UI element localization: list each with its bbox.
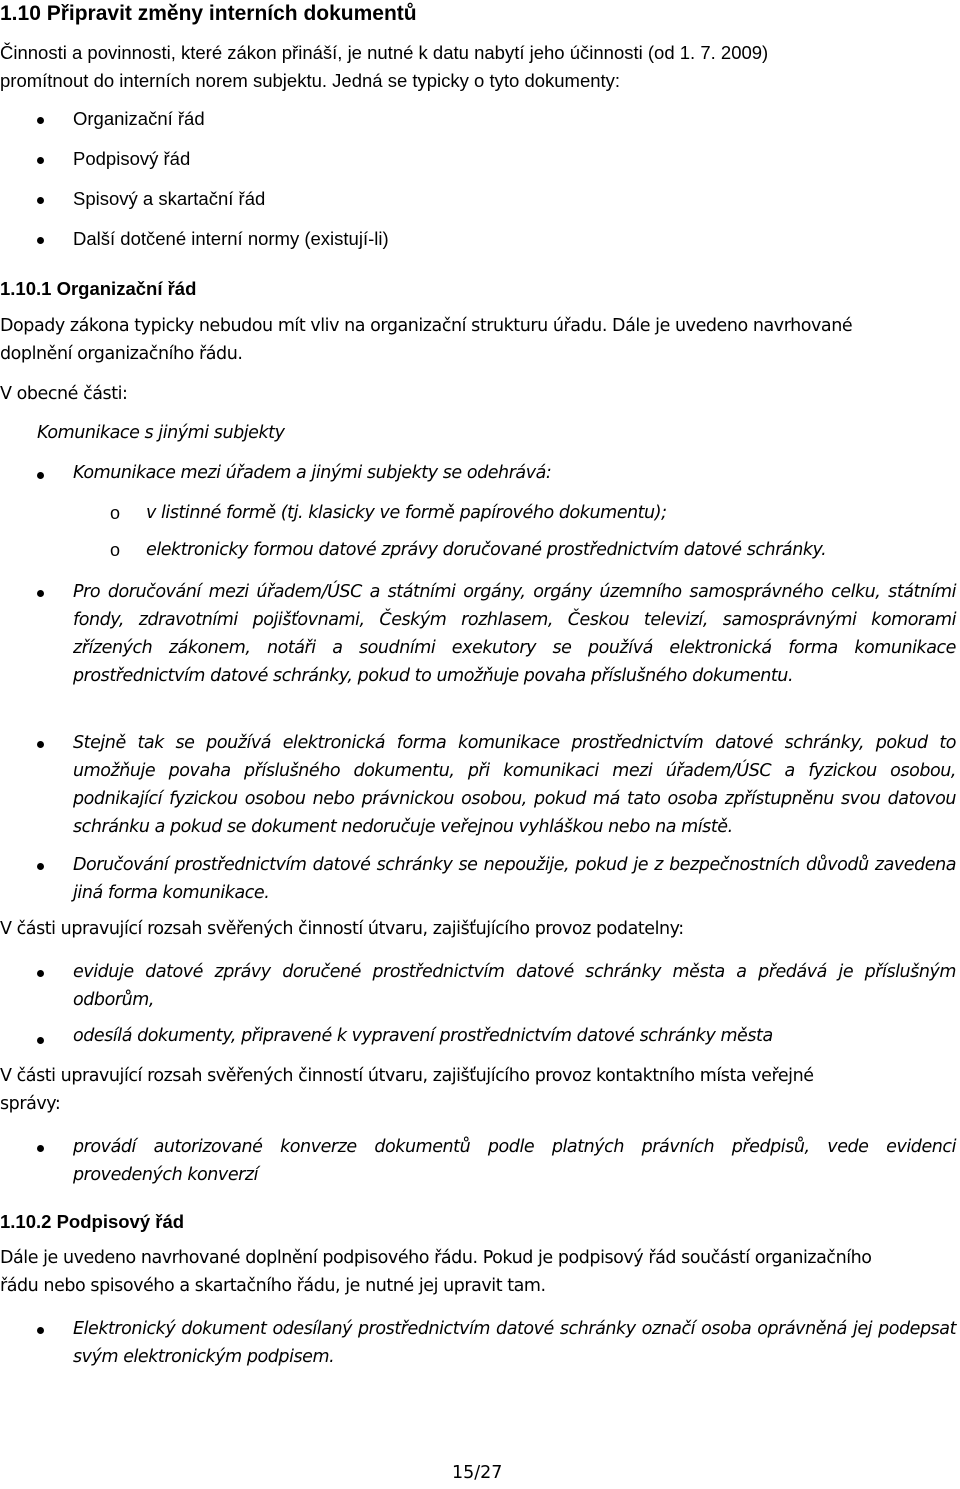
bullet-dot — [37, 1145, 44, 1152]
bullet-dot — [37, 970, 44, 977]
page-number: 15/27 — [452, 1463, 503, 1483]
bullet-dot — [37, 472, 44, 479]
list-item: odesílá dokumenty, připravené k vypravení prostřednictvím datové schránky města — [73, 1026, 773, 1046]
sub-bullet-marker: o — [110, 503, 121, 523]
doc-list-item: Spisový a skartační řád — [73, 188, 266, 209]
org-paragraph-line-1: Dopady zákona typicky nebudou mít vliv na organizační strukturu úřadu. Dále je uvedeno navrhované — [0, 316, 853, 336]
sub-list-item: elektronicky formou datové zprávy doručované prostřednictvím datové schránky. — [146, 540, 827, 560]
intro-line-1: Činnosti a povinnosti, které zákon přináší, je nutné k datu nabytí jeho účinnosti (od 1. 7. 2009) — [0, 42, 769, 63]
doc-list-item: Organizační řád — [73, 108, 205, 129]
sub-list-item: v listinné formě (tj. klasicky ve formě papírového dokumentu); — [146, 503, 667, 523]
list-item: Pro doručování mezi úřadem/ÚSC a státními orgány, orgány územního samosprávného celku, státními fondy, zdravotními pojišťovnami, Českým rozhlasem, Českou televizí, samosprávnými komorami zřízených zákonem, notáři a soudními exekutory se používá elektronická forma komunikace prostřednictvím datové schránky, pokud to umožňuje povaha příslušného dokumentu. — [73, 582, 956, 686]
doc-list-item: Podpisový řád — [73, 148, 191, 169]
section-heading-1-10-2: 1.10.2 Podpisový řád — [0, 1211, 185, 1232]
podatelna-intro: V části upravující rozsah svěřených činností útvaru, zajišťujícího provoz podatelny: — [0, 919, 684, 939]
list-item: eviduje datové zprávy doručené prostřednictvím datové schránky města a předává je příslušným odborům, — [73, 962, 956, 1010]
bullet-dot — [37, 741, 44, 748]
bullet-dot — [37, 1327, 44, 1334]
sign-paragraph-line-2: řádu nebo spisového a skartačního řádu, je nutné jej upravit tam. — [0, 1276, 546, 1296]
list-item: Doručování prostřednictvím datové schránky se nepoužije, pokud je z bezpečnostních důvodů zavedena jiná forma komunikace. — [73, 855, 956, 903]
intro-line-2: promítnout do interních norem subjektu. Jedná se typicky o tyto dokumenty: — [0, 70, 621, 91]
kontakt-intro-line-1: V části upravující rozsah svěřených činností útvaru, zajišťujícího provoz kontaktního místa veřejné — [0, 1066, 814, 1086]
org-paragraph-line-2: doplnění organizačního řádu. — [0, 344, 243, 364]
bullet-dot — [37, 1037, 44, 1044]
kontakt-intro-line-2: správy: — [0, 1094, 61, 1114]
bullet-dot — [37, 117, 44, 124]
section-heading-1-10: 1.10 Připravit změny interních dokumentů — [0, 2, 417, 25]
subsection-title: Komunikace s jinými subjekty — [37, 423, 285, 443]
general-part-label: V obecné části: — [0, 384, 128, 404]
section-heading-1-10-1: 1.10.1 Organizační řád — [0, 278, 197, 299]
bullet-dot — [37, 237, 44, 244]
list-item: Elektronický dokument odesílaný prostřednictvím datové schránky označí osoba oprávněná jej podepsat svým elektronickým podpisem. — [73, 1319, 956, 1367]
bullet-dot — [37, 157, 44, 164]
bullet-dot — [37, 197, 44, 204]
sub-bullet-marker: o — [110, 540, 121, 560]
sign-paragraph-line-1: Dále je uvedeno navrhované doplnění podpisového řádu. Pokud je podpisový řád součástí organizačního — [0, 1248, 872, 1268]
list-item: Komunikace mezi úřadem a jinými subjekty se odehrává: — [73, 463, 552, 483]
bullet-dot — [37, 863, 44, 870]
doc-list-item: Další dotčené interní normy (existují-li) — [73, 228, 389, 249]
bullet-dot — [37, 590, 44, 597]
list-item: Stejně tak se používá elektronická forma komunikace prostřednictvím datové schránky, pokud to umožňuje povaha příslušného dokumentu, při komunikaci mezi úřadem/ÚSC a fyzickou osobou, podnikající fyzickou osobou nebo právnickou osobou, pokud má tato osoba zpřístupněnu svou datovou schránku a pokud se dokument nedoručuje veřejnou vyhláškou nebo na místě. — [73, 733, 956, 837]
list-item: provádí autorizované konverze dokumentů podle platných právních předpisů, vede evidenci provedených konverzí — [73, 1137, 956, 1185]
